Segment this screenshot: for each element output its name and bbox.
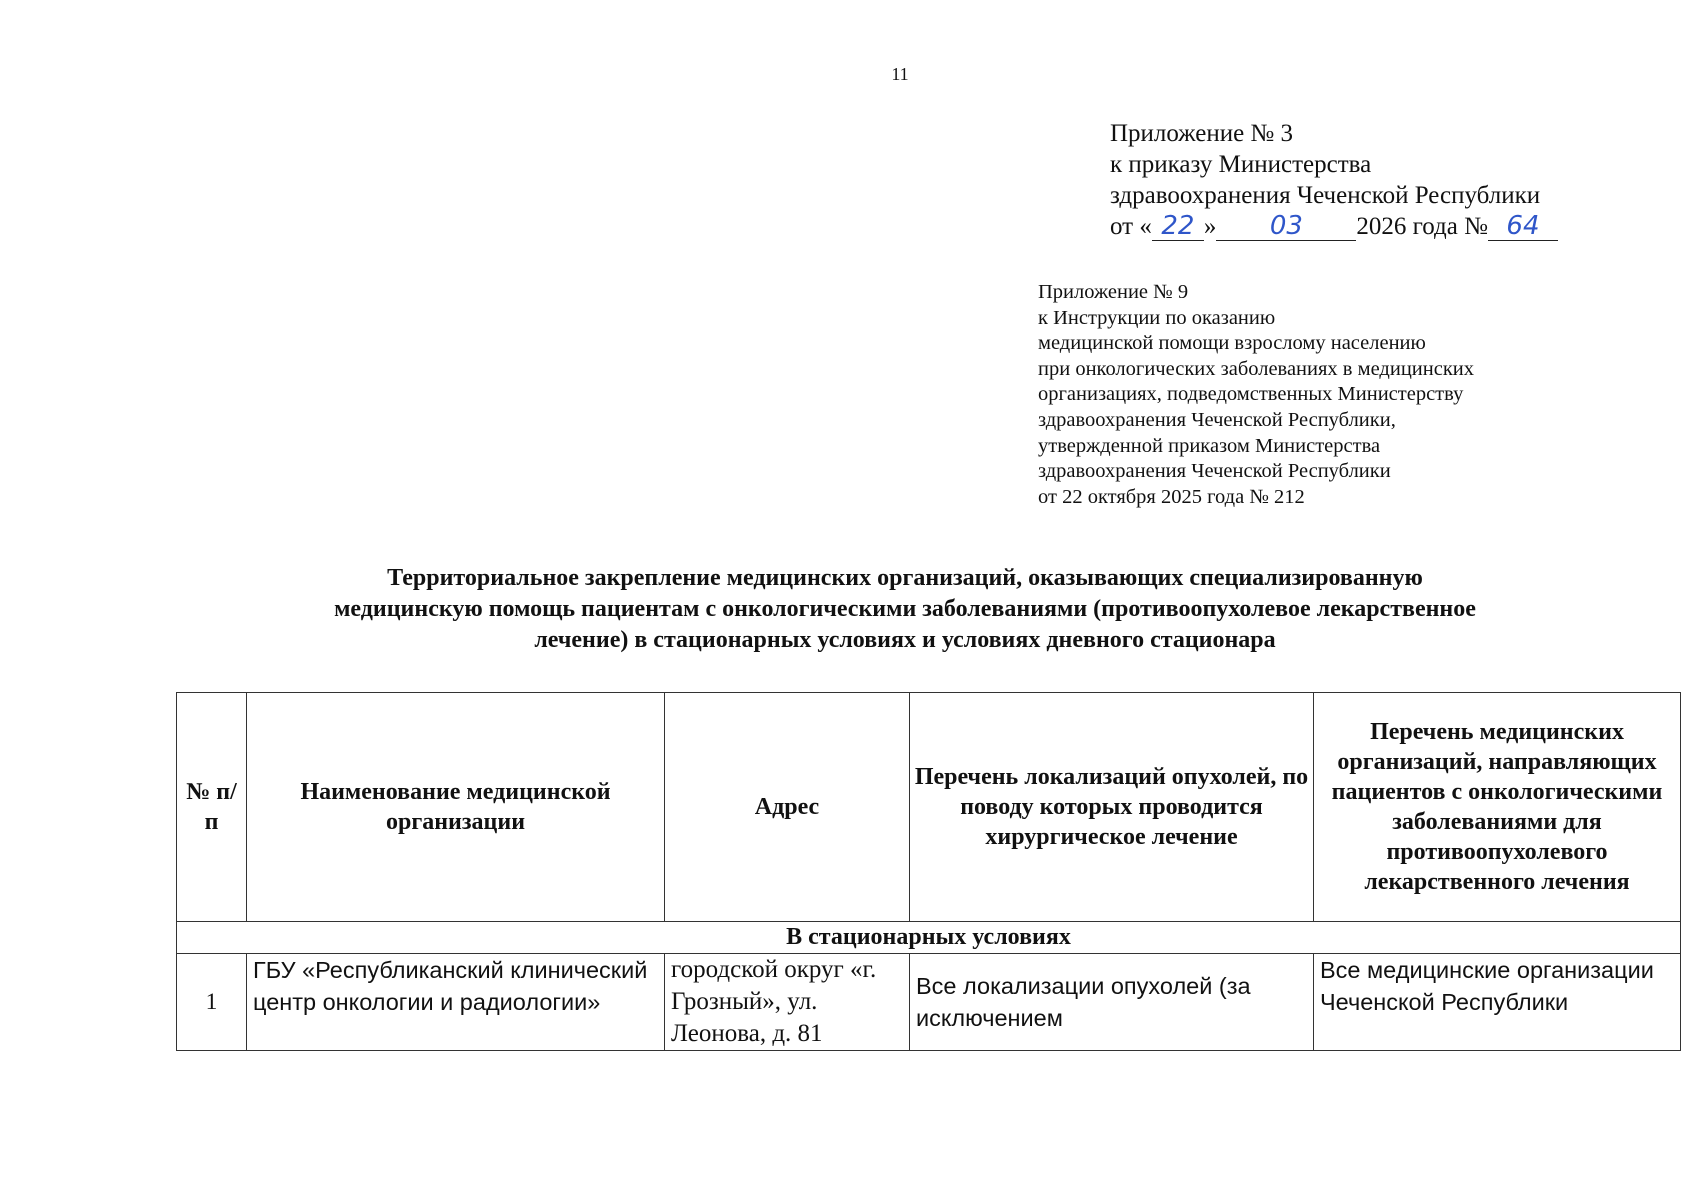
- page-number: 11: [891, 64, 909, 84]
- title-line: Территориальное закрепление медицинских организаций, оказывающих специализированную: [387, 565, 1423, 591]
- section-row: [177, 922, 1681, 954]
- appendix-9-line: от 22 октября 2025 года № 212: [1038, 485, 1305, 508]
- table-row: [177, 954, 1681, 1051]
- table-header-row: [177, 693, 1681, 922]
- cell-address: городской округ «г. Грозный», ул. Леонова, д. 81: [665, 954, 910, 1051]
- header-number: № п/п: [177, 693, 247, 922]
- title-line: лечение) в стационарных условиях и условиях дневного стационара: [534, 627, 1276, 653]
- appendix-3-title: Приложение № 3: [1110, 120, 1294, 147]
- date-prefix: от «: [1110, 213, 1152, 240]
- organizations-table: [176, 692, 1681, 1051]
- appendix-9-line: здравоохранения Чеченской Республики: [1038, 460, 1391, 483]
- header-referring-organizations: Перечень медицинских организаций, направляющих пациентов с онкологическими заболеваниями для противоопухолевого лекарственного лечения: [1314, 693, 1681, 922]
- appendix-9-line: организациях, подведомственных Министерству: [1038, 383, 1464, 406]
- handwritten-day: 22: [1152, 212, 1204, 241]
- cell-organization: ГБУ «Республиканский клинический центр онкологии и радиологии»: [247, 954, 665, 1051]
- appendix-9-line: здравоохранения Чеченской Республики,: [1038, 408, 1396, 431]
- appendix-9-line: к Инструкции по оказанию: [1038, 306, 1276, 329]
- header-localizations: Перечень локализаций опухолей, по поводу которых проводится хирургическое лечение: [910, 693, 1314, 922]
- cell-number: 1: [177, 954, 247, 1051]
- appendix-3-date-line: [1110, 211, 1558, 242]
- handwritten-month: 03: [1216, 212, 1356, 241]
- appendix-3-ministry: здравоохранения Чеченской Республики: [1110, 182, 1541, 209]
- appendix-3-block: [1110, 118, 1558, 242]
- cell-referring-organizations: Все медицинские организации Чеченской Республики: [1314, 954, 1681, 1051]
- section-label: В стационарных условиях: [177, 922, 1681, 954]
- cell-localizations: Все локализации опухолей (за исключением: [910, 954, 1314, 1051]
- title-line: медицинскую помощь пациентам с онкологическими заболеваниями (противоопухолевое лекарственное: [334, 596, 1476, 622]
- year-text: 2026 года №: [1356, 213, 1488, 240]
- handwritten-order-number: 64: [1488, 212, 1558, 241]
- appendix-9-line: утвержденной приказом Министерства: [1038, 434, 1381, 457]
- header-organization: Наименование медицинской организации: [247, 693, 665, 922]
- header-address: Адрес: [665, 693, 910, 922]
- appendix-9-line: при онкологических заболеваниях в медицинских: [1038, 357, 1475, 380]
- date-mid: »: [1203, 213, 1217, 240]
- document-title: [210, 563, 1600, 656]
- appendix-9-line: Приложение № 9: [1038, 281, 1189, 303]
- appendix-9-line: медицинской помощи взрослому населению: [1038, 332, 1426, 355]
- appendix-3-order-ref: к приказу Министерства: [1110, 151, 1372, 178]
- appendix-9-block: [1038, 280, 1474, 510]
